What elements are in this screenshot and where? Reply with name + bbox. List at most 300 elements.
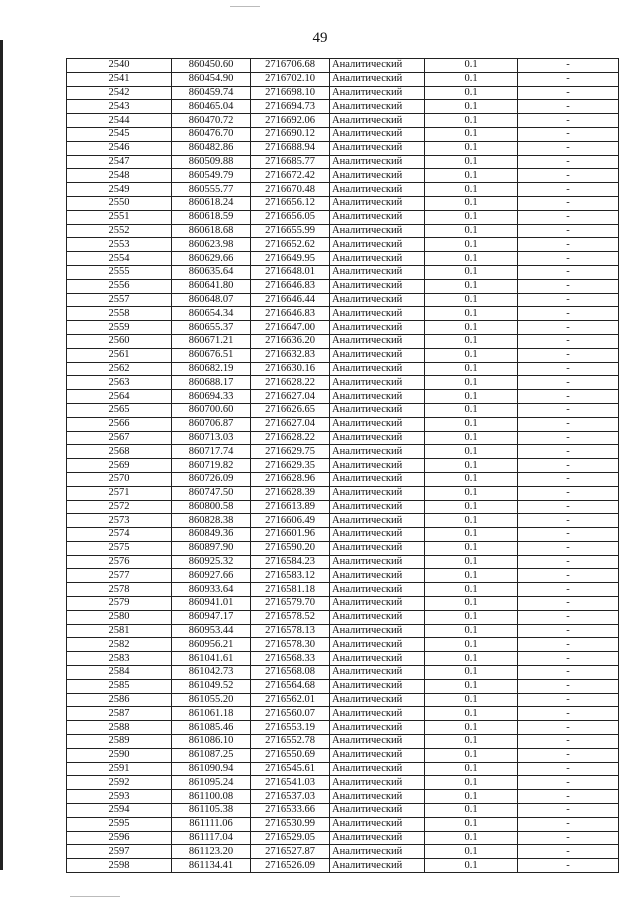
x-coordinate-cell: 860947.17	[172, 610, 251, 624]
point-number-cell: 2561	[67, 348, 172, 362]
method-cell: Аналитический	[330, 804, 425, 818]
point-number-cell: 2584	[67, 666, 172, 680]
y-coordinate-cell: 2716541.03	[251, 776, 330, 790]
note-cell: -	[518, 334, 619, 348]
point-number-cell: 2596	[67, 831, 172, 845]
x-coordinate-cell: 860828.38	[172, 514, 251, 528]
table-row	[67, 624, 619, 638]
y-coordinate-cell: 2716632.83	[251, 348, 330, 362]
table-row	[67, 679, 619, 693]
accuracy-cell: 0.1	[425, 210, 518, 224]
table-row	[67, 279, 619, 293]
accuracy-cell: 0.1	[425, 790, 518, 804]
x-coordinate-cell: 860717.74	[172, 445, 251, 459]
method-cell: Аналитический	[330, 403, 425, 417]
method-cell: Аналитический	[330, 652, 425, 666]
point-number-cell: 2589	[67, 735, 172, 749]
note-cell: -	[518, 196, 619, 210]
y-coordinate-cell: 2716647.00	[251, 321, 330, 335]
y-coordinate-cell: 2716629.35	[251, 459, 330, 473]
x-coordinate-cell: 860953.44	[172, 624, 251, 638]
table-row	[67, 762, 619, 776]
note-cell: -	[518, 252, 619, 266]
x-coordinate-cell: 860719.82	[172, 459, 251, 473]
point-number-cell: 2580	[67, 610, 172, 624]
x-coordinate-cell: 861055.20	[172, 693, 251, 707]
note-cell: -	[518, 721, 619, 735]
x-coordinate-cell: 860671.21	[172, 334, 251, 348]
y-coordinate-cell: 2716533.66	[251, 804, 330, 818]
x-coordinate-cell: 860941.01	[172, 597, 251, 611]
note-cell: -	[518, 638, 619, 652]
accuracy-cell: 0.1	[425, 59, 518, 73]
x-coordinate-cell: 860706.87	[172, 417, 251, 431]
note-cell: -	[518, 693, 619, 707]
x-coordinate-cell: 861086.10	[172, 735, 251, 749]
note-cell: -	[518, 114, 619, 128]
y-coordinate-cell: 2716529.05	[251, 831, 330, 845]
table-row	[67, 500, 619, 514]
method-cell: Аналитический	[330, 500, 425, 514]
x-coordinate-cell: 860700.60	[172, 403, 251, 417]
note-cell: -	[518, 348, 619, 362]
accuracy-cell: 0.1	[425, 321, 518, 335]
method-cell: Аналитический	[330, 610, 425, 624]
table-row	[67, 817, 619, 831]
accuracy-cell: 0.1	[425, 652, 518, 666]
method-cell: Аналитический	[330, 114, 425, 128]
x-coordinate-cell: 860747.50	[172, 486, 251, 500]
coordinates-table	[66, 58, 619, 873]
table-row	[67, 776, 619, 790]
y-coordinate-cell: 2716656.05	[251, 210, 330, 224]
table-row	[67, 403, 619, 417]
accuracy-cell: 0.1	[425, 417, 518, 431]
x-coordinate-cell: 860555.77	[172, 183, 251, 197]
x-coordinate-cell: 860956.21	[172, 638, 251, 652]
point-number-cell: 2550	[67, 196, 172, 210]
y-coordinate-cell: 2716628.22	[251, 376, 330, 390]
note-cell: -	[518, 417, 619, 431]
point-number-cell: 2574	[67, 528, 172, 542]
point-number-cell: 2559	[67, 321, 172, 335]
x-coordinate-cell: 860635.64	[172, 265, 251, 279]
table-row	[67, 72, 619, 86]
accuracy-cell: 0.1	[425, 845, 518, 859]
note-cell: -	[518, 265, 619, 279]
method-cell: Аналитический	[330, 679, 425, 693]
note-cell: -	[518, 610, 619, 624]
note-cell: -	[518, 459, 619, 473]
x-coordinate-cell: 860654.34	[172, 307, 251, 321]
method-cell: Аналитический	[330, 541, 425, 555]
note-cell: -	[518, 583, 619, 597]
scan-artifact	[70, 896, 120, 897]
table-row	[67, 555, 619, 569]
method-cell: Аналитический	[330, 735, 425, 749]
method-cell: Аналитический	[330, 748, 425, 762]
x-coordinate-cell: 860629.66	[172, 252, 251, 266]
accuracy-cell: 0.1	[425, 748, 518, 762]
accuracy-cell: 0.1	[425, 679, 518, 693]
accuracy-cell: 0.1	[425, 431, 518, 445]
method-cell: Аналитический	[330, 169, 425, 183]
point-number-cell: 2549	[67, 183, 172, 197]
method-cell: Аналитический	[330, 569, 425, 583]
point-number-cell: 2562	[67, 362, 172, 376]
x-coordinate-cell: 860694.33	[172, 390, 251, 404]
y-coordinate-cell: 2716553.19	[251, 721, 330, 735]
note-cell: -	[518, 362, 619, 376]
method-cell: Аналитический	[330, 638, 425, 652]
accuracy-cell: 0.1	[425, 610, 518, 624]
note-cell: -	[518, 804, 619, 818]
point-number-cell: 2546	[67, 141, 172, 155]
point-number-cell: 2585	[67, 679, 172, 693]
point-number-cell: 2540	[67, 59, 172, 73]
note-cell: -	[518, 859, 619, 873]
table-row	[67, 155, 619, 169]
point-number-cell: 2543	[67, 100, 172, 114]
point-number-cell: 2566	[67, 417, 172, 431]
point-number-cell: 2552	[67, 224, 172, 238]
method-cell: Аналитический	[330, 583, 425, 597]
table-row	[67, 141, 619, 155]
table-row	[67, 859, 619, 873]
accuracy-cell: 0.1	[425, 224, 518, 238]
note-cell: -	[518, 500, 619, 514]
point-number-cell: 2572	[67, 500, 172, 514]
table-row	[67, 459, 619, 473]
x-coordinate-cell: 860549.79	[172, 169, 251, 183]
note-cell: -	[518, 293, 619, 307]
accuracy-cell: 0.1	[425, 693, 518, 707]
y-coordinate-cell: 2716562.01	[251, 693, 330, 707]
y-coordinate-cell: 2716690.12	[251, 127, 330, 141]
table-row	[67, 334, 619, 348]
table-row	[67, 114, 619, 128]
note-cell: -	[518, 541, 619, 555]
accuracy-cell: 0.1	[425, 141, 518, 155]
table-row	[67, 431, 619, 445]
note-cell: -	[518, 831, 619, 845]
point-number-cell: 2592	[67, 776, 172, 790]
accuracy-cell: 0.1	[425, 155, 518, 169]
method-cell: Аналитический	[330, 417, 425, 431]
y-coordinate-cell: 2716698.10	[251, 86, 330, 100]
x-coordinate-cell: 860618.24	[172, 196, 251, 210]
accuracy-cell: 0.1	[425, 735, 518, 749]
point-number-cell: 2542	[67, 86, 172, 100]
x-coordinate-cell: 860618.68	[172, 224, 251, 238]
method-cell: Аналитический	[330, 348, 425, 362]
point-number-cell: 2553	[67, 238, 172, 252]
point-number-cell: 2588	[67, 721, 172, 735]
point-number-cell: 2551	[67, 210, 172, 224]
x-coordinate-cell: 860450.60	[172, 59, 251, 73]
y-coordinate-cell: 2716628.96	[251, 472, 330, 486]
method-cell: Аналитический	[330, 196, 425, 210]
point-number-cell: 2556	[67, 279, 172, 293]
note-cell: -	[518, 790, 619, 804]
method-cell: Аналитический	[330, 762, 425, 776]
accuracy-cell: 0.1	[425, 514, 518, 528]
x-coordinate-cell: 860800.58	[172, 500, 251, 514]
accuracy-cell: 0.1	[425, 114, 518, 128]
accuracy-cell: 0.1	[425, 362, 518, 376]
table-row	[67, 348, 619, 362]
method-cell: Аналитический	[330, 859, 425, 873]
note-cell: -	[518, 624, 619, 638]
note-cell: -	[518, 403, 619, 417]
table-row	[67, 86, 619, 100]
y-coordinate-cell: 2716545.61	[251, 762, 330, 776]
coordinates-table-body	[67, 59, 619, 873]
y-coordinate-cell: 2716613.89	[251, 500, 330, 514]
point-number-cell: 2565	[67, 403, 172, 417]
x-coordinate-cell: 860648.07	[172, 293, 251, 307]
x-coordinate-cell: 860713.03	[172, 431, 251, 445]
method-cell: Аналитический	[330, 845, 425, 859]
accuracy-cell: 0.1	[425, 831, 518, 845]
point-number-cell: 2583	[67, 652, 172, 666]
point-number-cell: 2570	[67, 472, 172, 486]
accuracy-cell: 0.1	[425, 127, 518, 141]
point-number-cell: 2575	[67, 541, 172, 555]
y-coordinate-cell: 2716552.78	[251, 735, 330, 749]
table-row	[67, 376, 619, 390]
y-coordinate-cell: 2716688.94	[251, 141, 330, 155]
table-row	[67, 127, 619, 141]
note-cell: -	[518, 486, 619, 500]
y-coordinate-cell: 2716685.77	[251, 155, 330, 169]
y-coordinate-cell: 2716629.75	[251, 445, 330, 459]
note-cell: -	[518, 597, 619, 611]
y-coordinate-cell: 2716672.42	[251, 169, 330, 183]
method-cell: Аналитический	[330, 183, 425, 197]
x-coordinate-cell: 861041.61	[172, 652, 251, 666]
x-coordinate-cell: 860655.37	[172, 321, 251, 335]
note-cell: -	[518, 472, 619, 486]
accuracy-cell: 0.1	[425, 348, 518, 362]
x-coordinate-cell: 860454.90	[172, 72, 251, 86]
point-number-cell: 2544	[67, 114, 172, 128]
note-cell: -	[518, 72, 619, 86]
method-cell: Аналитический	[330, 376, 425, 390]
method-cell: Аналитический	[330, 293, 425, 307]
accuracy-cell: 0.1	[425, 445, 518, 459]
point-number-cell: 2560	[67, 334, 172, 348]
point-number-cell: 2548	[67, 169, 172, 183]
x-coordinate-cell: 860927.66	[172, 569, 251, 583]
note-cell: -	[518, 238, 619, 252]
accuracy-cell: 0.1	[425, 196, 518, 210]
y-coordinate-cell: 2716692.06	[251, 114, 330, 128]
table-row	[67, 652, 619, 666]
point-number-cell: 2563	[67, 376, 172, 390]
method-cell: Аналитический	[330, 514, 425, 528]
table-row	[67, 638, 619, 652]
y-coordinate-cell: 2716694.73	[251, 100, 330, 114]
note-cell: -	[518, 100, 619, 114]
table-row	[67, 307, 619, 321]
note-cell: -	[518, 431, 619, 445]
x-coordinate-cell: 860623.98	[172, 238, 251, 252]
table-row	[67, 196, 619, 210]
method-cell: Аналитический	[330, 307, 425, 321]
table-row	[67, 362, 619, 376]
accuracy-cell: 0.1	[425, 583, 518, 597]
point-number-cell: 2554	[67, 252, 172, 266]
note-cell: -	[518, 390, 619, 404]
table-row	[67, 735, 619, 749]
x-coordinate-cell: 861100.08	[172, 790, 251, 804]
table-row	[67, 472, 619, 486]
x-coordinate-cell: 860465.04	[172, 100, 251, 114]
table-row	[67, 321, 619, 335]
y-coordinate-cell: 2716560.07	[251, 707, 330, 721]
point-number-cell: 2587	[67, 707, 172, 721]
method-cell: Аналитический	[330, 472, 425, 486]
table-row	[67, 583, 619, 597]
x-coordinate-cell: 861134.41	[172, 859, 251, 873]
method-cell: Аналитический	[330, 210, 425, 224]
method-cell: Аналитический	[330, 555, 425, 569]
note-cell: -	[518, 817, 619, 831]
y-coordinate-cell: 2716568.33	[251, 652, 330, 666]
y-coordinate-cell: 2716527.87	[251, 845, 330, 859]
accuracy-cell: 0.1	[425, 817, 518, 831]
method-cell: Аналитический	[330, 707, 425, 721]
x-coordinate-cell: 860618.59	[172, 210, 251, 224]
x-coordinate-cell: 860933.64	[172, 583, 251, 597]
y-coordinate-cell: 2716526.09	[251, 859, 330, 873]
y-coordinate-cell: 2716652.62	[251, 238, 330, 252]
note-cell: -	[518, 845, 619, 859]
y-coordinate-cell: 2716655.99	[251, 224, 330, 238]
point-number-cell: 2576	[67, 555, 172, 569]
method-cell: Аналитический	[330, 445, 425, 459]
accuracy-cell: 0.1	[425, 638, 518, 652]
table-row	[67, 390, 619, 404]
note-cell: -	[518, 376, 619, 390]
x-coordinate-cell: 861090.94	[172, 762, 251, 776]
table-row	[67, 528, 619, 542]
method-cell: Аналитический	[330, 224, 425, 238]
point-number-cell: 2564	[67, 390, 172, 404]
point-number-cell: 2569	[67, 459, 172, 473]
accuracy-cell: 0.1	[425, 334, 518, 348]
table-row	[67, 790, 619, 804]
table-row	[67, 293, 619, 307]
table-row	[67, 597, 619, 611]
accuracy-cell: 0.1	[425, 293, 518, 307]
method-cell: Аналитический	[330, 528, 425, 542]
y-coordinate-cell: 2716564.68	[251, 679, 330, 693]
note-cell: -	[518, 776, 619, 790]
y-coordinate-cell: 2716627.04	[251, 390, 330, 404]
x-coordinate-cell: 861105.38	[172, 804, 251, 818]
note-cell: -	[518, 279, 619, 293]
accuracy-cell: 0.1	[425, 265, 518, 279]
method-cell: Аналитический	[330, 334, 425, 348]
method-cell: Аналитический	[330, 817, 425, 831]
note-cell: -	[518, 514, 619, 528]
scan-artifact	[230, 6, 260, 7]
note-cell: -	[518, 155, 619, 169]
table-row	[67, 252, 619, 266]
y-coordinate-cell: 2716627.04	[251, 417, 330, 431]
note-cell: -	[518, 321, 619, 335]
x-coordinate-cell: 860482.86	[172, 141, 251, 155]
accuracy-cell: 0.1	[425, 86, 518, 100]
point-number-cell: 2558	[67, 307, 172, 321]
method-cell: Аналитический	[330, 141, 425, 155]
table-row	[67, 514, 619, 528]
y-coordinate-cell: 2716646.83	[251, 279, 330, 293]
x-coordinate-cell: 860897.90	[172, 541, 251, 555]
x-coordinate-cell: 861087.25	[172, 748, 251, 762]
accuracy-cell: 0.1	[425, 721, 518, 735]
note-cell: -	[518, 707, 619, 721]
x-coordinate-cell: 861085.46	[172, 721, 251, 735]
point-number-cell: 2590	[67, 748, 172, 762]
method-cell: Аналитический	[330, 265, 425, 279]
accuracy-cell: 0.1	[425, 624, 518, 638]
accuracy-cell: 0.1	[425, 776, 518, 790]
table-row	[67, 445, 619, 459]
table-row	[67, 210, 619, 224]
x-coordinate-cell: 860470.72	[172, 114, 251, 128]
note-cell: -	[518, 183, 619, 197]
accuracy-cell: 0.1	[425, 597, 518, 611]
method-cell: Аналитический	[330, 624, 425, 638]
note-cell: -	[518, 569, 619, 583]
table-row	[67, 845, 619, 859]
point-number-cell: 2595	[67, 817, 172, 831]
accuracy-cell: 0.1	[425, 472, 518, 486]
y-coordinate-cell: 2716606.49	[251, 514, 330, 528]
point-number-cell: 2568	[67, 445, 172, 459]
method-cell: Аналитический	[330, 321, 425, 335]
y-coordinate-cell: 2716646.44	[251, 293, 330, 307]
accuracy-cell: 0.1	[425, 459, 518, 473]
note-cell: -	[518, 445, 619, 459]
x-coordinate-cell: 860688.17	[172, 376, 251, 390]
method-cell: Аналитический	[330, 776, 425, 790]
table-row	[67, 666, 619, 680]
x-coordinate-cell: 861117.04	[172, 831, 251, 845]
table-row	[67, 100, 619, 114]
scan-edge-bar	[0, 40, 3, 870]
point-number-cell: 2541	[67, 72, 172, 86]
table-row	[67, 417, 619, 431]
note-cell: -	[518, 210, 619, 224]
point-number-cell: 2598	[67, 859, 172, 873]
accuracy-cell: 0.1	[425, 238, 518, 252]
y-coordinate-cell: 2716702.10	[251, 72, 330, 86]
y-coordinate-cell: 2716670.48	[251, 183, 330, 197]
x-coordinate-cell: 860476.70	[172, 127, 251, 141]
point-number-cell: 2573	[67, 514, 172, 528]
accuracy-cell: 0.1	[425, 169, 518, 183]
accuracy-cell: 0.1	[425, 252, 518, 266]
method-cell: Аналитический	[330, 431, 425, 445]
method-cell: Аналитический	[330, 59, 425, 73]
y-coordinate-cell: 2716550.69	[251, 748, 330, 762]
y-coordinate-cell: 2716646.83	[251, 307, 330, 321]
y-coordinate-cell: 2716578.30	[251, 638, 330, 652]
